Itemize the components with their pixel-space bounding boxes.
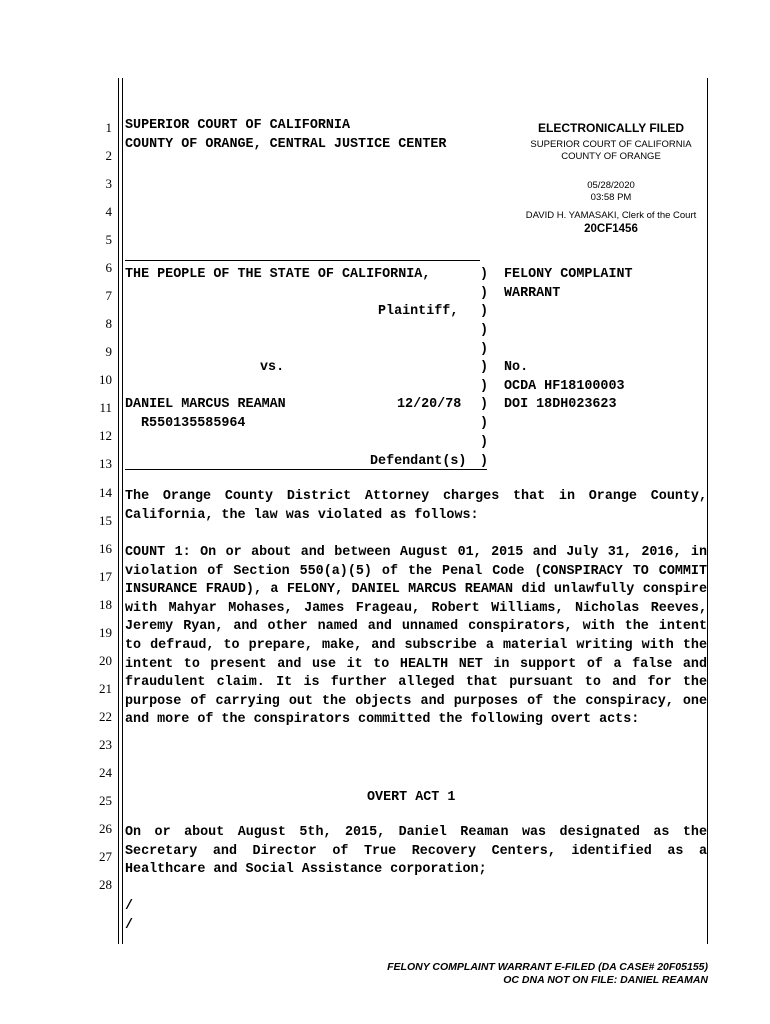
document-type-warrant: WARRANT [504, 286, 561, 301]
stamp-clerk: DAVID H. YAMASAKI, Clerk of the Court [525, 210, 697, 221]
caption-paren: ) [480, 323, 489, 338]
caption-defendant-id: R550135585964 [141, 416, 246, 431]
caption-top-rule [125, 260, 480, 261]
caption-paren: ) [480, 379, 489, 394]
caption-vs: vs. [260, 360, 285, 375]
caption-plaintiff: Plaintiff, [378, 304, 459, 319]
line-number: 15 [99, 513, 112, 528]
line-number: 26 [99, 821, 112, 836]
line-number: 13 [99, 456, 112, 471]
stamp-time: 03:58 PM [590, 192, 632, 203]
overt-act-1-paragraph: On or about August 5th, 2015, Daniel Reaman was designated as the Secretary and Director of True Recovery Centers, identified as a Healthcare and Social Assistance corporation; [125, 825, 707, 878]
line-number: 9 [105, 344, 112, 359]
line-number: 28 [99, 877, 112, 892]
line-number: 5 [105, 232, 112, 247]
caption-paren: ) [480, 304, 489, 319]
caption-defendant-name: DANIEL MARCUS REAMAN [125, 397, 286, 412]
overt-act-heading: OVERT ACT 1 [367, 790, 456, 805]
caption-paren: ) [480, 416, 489, 431]
caption-people: THE PEOPLE OF THE STATE OF CALIFORNIA, [125, 267, 431, 282]
court-name: SUPERIOR COURT OF CALIFORNIA [125, 118, 350, 133]
line-number: 17 [99, 569, 112, 584]
line-number: 20 [99, 653, 112, 668]
page-footer [387, 961, 708, 987]
caption-paren: ) [480, 435, 489, 450]
caption-defendant-label: Defendant(s) [370, 454, 467, 469]
court-county: COUNTY OF ORANGE, CENTRAL JUSTICE CENTER [125, 137, 447, 152]
document-type: FELONY COMPLAINT [504, 267, 633, 282]
line-number: 23 [99, 737, 112, 752]
line-number: 4 [105, 204, 112, 219]
stamp-court: SUPERIOR COURT OF CALIFORNIA [530, 139, 692, 150]
footer-line-2: OC DNA NOT ON FILE: DANIEL REAMAN [503, 974, 708, 986]
count-1-paragraph: COUNT 1: On or about and between August 01, 2015 and July 31, 2016, in violation of Section 550(a)(5) of the Penal Code (CONSPIRACY TO COMMIT INSURANCE FRAUD), a FELONY, DANIEL MARCUS REAMAN did unlawfully conspire with Mahyar Mohases, James Frageau, Robert Williams, Nicholas Reeves, Jeremy Ryan, and other named and unnamed conspirators, with the intent to defraud, to prepare, make, and subscribe a material writing with the intent to present and use it to HEALTH NET in support of a false and fraudulent claim. It is further alleged that pursuant to and for the purpose of carrying out the objects and purposes of the conspiracy, one and more of the conspirators committed the following overt acts: [125, 545, 707, 728]
caption-paren: ) [480, 342, 489, 357]
line-number: 1 [105, 120, 112, 135]
stamp-county: COUNTY OF ORANGE [561, 151, 661, 162]
stamp-title: ELECTRONICALLY FILED [537, 121, 684, 135]
slash-mark: / [125, 899, 134, 914]
line-number: 18 [99, 597, 112, 612]
intro-paragraph: The Orange County District Attorney charges that in Orange County, California, the law was violated as follows: [125, 489, 707, 523]
line-number: 11 [99, 400, 112, 415]
case-no-label: No. [504, 360, 529, 375]
line-number: 3 [105, 176, 112, 191]
ocda-number: OCDA HF18100003 [504, 379, 625, 394]
caption-paren: ) [480, 360, 489, 375]
line-number: 10 [99, 372, 112, 387]
line-number: 25 [99, 793, 112, 808]
right-margin-rule [707, 78, 708, 944]
footer-line-1: FELONY COMPLAINT WARRANT E-FILED (DA CASE# 20F05155) [387, 961, 708, 973]
line-number: 8 [105, 316, 112, 331]
line-number: 14 [99, 485, 112, 500]
slash-mark: / [125, 918, 134, 933]
line-number: 27 [99, 849, 112, 864]
stamp-case-number: 20CF1456 [584, 223, 638, 235]
caption-paren: ) [480, 454, 489, 469]
caption-paren: ) [480, 286, 489, 301]
line-number: 24 [99, 765, 112, 780]
line-number: 12 [99, 428, 112, 443]
line-number: 19 [99, 625, 112, 640]
line-number: 6 [105, 260, 112, 275]
line-number: 16 [99, 541, 112, 556]
line-number: 2 [105, 148, 112, 163]
line-number: 7 [105, 288, 112, 303]
caption-dob: 12/20/78 [397, 397, 462, 412]
doi-number: DOI 18DH023623 [504, 397, 617, 412]
line-number: 21 [99, 681, 112, 696]
line-number: 22 [99, 709, 112, 724]
caption-paren: ) [480, 397, 489, 412]
left-margin-rule-inner [122, 78, 123, 944]
caption-paren: ) [480, 267, 489, 282]
left-margin-rule-outer [118, 78, 119, 944]
caption-bottom-rule [125, 469, 487, 470]
stamp-date: 05/28/2020 [587, 180, 635, 191]
